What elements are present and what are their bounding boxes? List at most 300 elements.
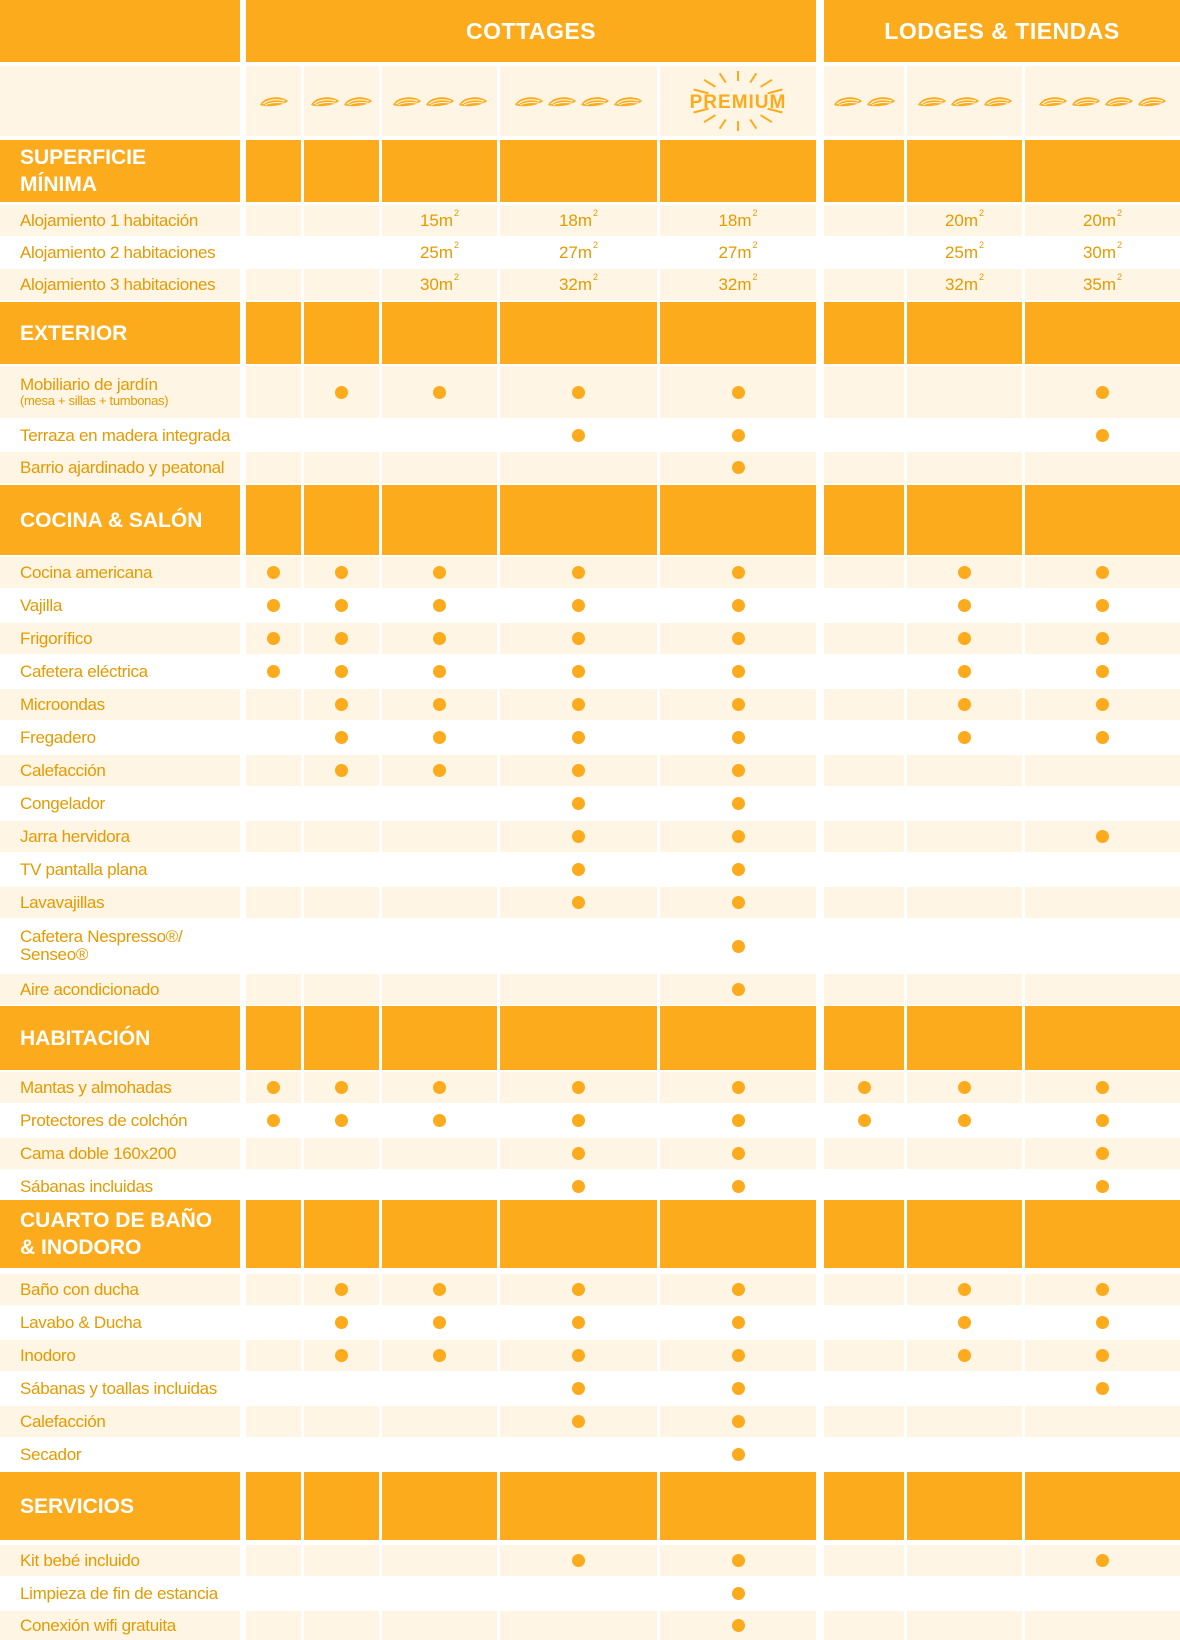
unit-superscript: 2 <box>979 271 985 282</box>
area-value <box>1025 237 1180 268</box>
section-title: SERVICIOS <box>0 1472 240 1540</box>
feature-cell <box>246 420 301 451</box>
included-dot-icon <box>267 599 280 612</box>
feature-cell <box>1025 1578 1180 1609</box>
unit-superscript: 2 <box>752 239 758 250</box>
feature-cell <box>660 1340 816 1371</box>
feature-cell <box>660 887 816 918</box>
feature-cell <box>246 656 301 687</box>
row-label: Barrio ajardinado y peatonal <box>0 452 240 483</box>
included-dot-icon <box>335 1114 348 1127</box>
included-dot-icon <box>732 461 745 474</box>
feature-cell <box>824 1611 904 1640</box>
included-dot-icon <box>1096 1147 1109 1160</box>
section-band-cell <box>907 1006 1022 1070</box>
feature-cell <box>246 1307 301 1338</box>
area-value-text: $27m^2$ <box>558 239 599 262</box>
row-label: Mantas y almohadas <box>0 1072 240 1103</box>
feature-cell <box>246 1578 301 1609</box>
included-dot-icon <box>958 1081 971 1094</box>
area-value <box>246 237 301 268</box>
included-dot-icon <box>958 599 971 612</box>
included-dot-icon <box>572 797 585 810</box>
feature-cell <box>660 1373 816 1404</box>
feature-cell <box>660 1307 816 1338</box>
section-band-cell <box>304 1006 379 1070</box>
section-band-cell <box>382 485 497 555</box>
feature-cell <box>246 1072 301 1103</box>
feature-cell <box>824 689 904 720</box>
feature-cell <box>382 1072 497 1103</box>
feature-cell <box>1025 366 1180 418</box>
row-label: Kit bebé incluido <box>0 1545 240 1576</box>
feature-cell <box>660 1545 816 1576</box>
included-dot-icon <box>572 1415 585 1428</box>
included-dot-icon <box>732 1448 745 1461</box>
section-band-cell <box>1025 485 1180 555</box>
row-label: Sábanas incluidas <box>0 1171 240 1202</box>
feature-cell <box>1025 1373 1180 1404</box>
feature-cell <box>660 821 816 852</box>
feature-cell <box>1025 1105 1180 1136</box>
section-band-cell <box>500 302 657 364</box>
feature-cell <box>382 557 497 588</box>
leaf-rating <box>824 66 904 136</box>
feature-cell <box>824 887 904 918</box>
row-label: TV pantalla plana <box>0 854 240 885</box>
feature-cell <box>304 788 379 819</box>
row-label: Lavavajillas <box>0 887 240 918</box>
feature-cell <box>824 1340 904 1371</box>
feature-cell <box>824 1373 904 1404</box>
feature-cell <box>660 1171 816 1202</box>
section-band-cell <box>907 140 1022 202</box>
leaf-rating <box>382 66 497 136</box>
feature-cell <box>246 1545 301 1576</box>
feature-cell <box>660 788 816 819</box>
feature-cell <box>382 755 497 786</box>
section-band-cell <box>246 485 301 555</box>
feature-cell <box>500 1578 657 1609</box>
feature-cell <box>1025 788 1180 819</box>
area-value <box>500 237 657 268</box>
feature-cell <box>660 974 816 1005</box>
section-band-cell <box>500 1006 657 1070</box>
area-value <box>304 237 379 268</box>
section-band-cell <box>660 1200 816 1268</box>
area-value-text: $30m^2$ <box>419 271 460 294</box>
feature-cell <box>382 788 497 819</box>
feature-cell <box>1025 854 1180 885</box>
included-dot-icon <box>1096 632 1109 645</box>
row-label: Protectores de colchón <box>0 1105 240 1136</box>
included-dot-icon <box>732 797 745 810</box>
included-dot-icon <box>958 632 971 645</box>
feature-cell <box>824 366 904 418</box>
included-dot-icon <box>732 566 745 579</box>
section-band-cell <box>824 140 904 202</box>
feature-cell <box>660 722 816 753</box>
area-value-text: $18m^2$ <box>558 207 599 230</box>
included-dot-icon <box>433 1283 446 1296</box>
row-label: Alojamiento 1 habitación <box>0 205 240 236</box>
unit-superscript: 2 <box>454 271 460 282</box>
feature-cell <box>907 1105 1022 1136</box>
column-header-8 <box>1025 66 1180 136</box>
included-dot-icon <box>1096 386 1109 399</box>
area-value <box>500 269 657 300</box>
leaf-rating-icon <box>613 95 643 107</box>
included-dot-icon <box>732 1349 745 1362</box>
included-dot-icon <box>572 1081 585 1094</box>
unit-superscript: 2 <box>979 239 985 250</box>
included-dot-icon <box>335 1316 348 1329</box>
feature-cell <box>1025 1072 1180 1103</box>
feature-cell <box>304 821 379 852</box>
area-value <box>1025 269 1180 300</box>
feature-cell <box>382 1406 497 1437</box>
included-dot-icon <box>732 830 745 843</box>
column-header-5 <box>660 66 816 136</box>
premium-label: PREMIUM <box>689 92 787 113</box>
feature-cell <box>660 689 816 720</box>
feature-cell <box>1025 452 1180 483</box>
feature-cell <box>907 656 1022 687</box>
row-label: Baño con ducha <box>0 1274 240 1305</box>
feature-cell <box>500 974 657 1005</box>
feature-cell <box>304 623 379 654</box>
feature-cell <box>1025 1138 1180 1169</box>
corner-cell <box>0 0 240 62</box>
leaf-rating-icon <box>833 95 863 107</box>
included-dot-icon <box>732 1081 745 1094</box>
feature-cell <box>824 452 904 483</box>
feature-cell <box>246 366 301 418</box>
feature-cell <box>660 420 816 451</box>
feature-cell <box>500 755 657 786</box>
column-header-4 <box>500 66 657 136</box>
included-dot-icon <box>335 566 348 579</box>
feature-cell <box>907 1072 1022 1103</box>
feature-cell <box>660 755 816 786</box>
feature-cell <box>660 590 816 621</box>
feature-cell <box>824 656 904 687</box>
feature-cell <box>382 1439 497 1470</box>
feature-cell <box>824 1274 904 1305</box>
feature-cell <box>246 755 301 786</box>
feature-cell <box>824 1439 904 1470</box>
feature-cell <box>246 1439 301 1470</box>
section-band-cell <box>246 140 301 202</box>
feature-cell <box>246 1340 301 1371</box>
included-dot-icon <box>732 599 745 612</box>
feature-cell <box>824 920 904 972</box>
area-value <box>500 205 657 236</box>
included-dot-icon <box>572 863 585 876</box>
feature-cell <box>500 1439 657 1470</box>
feature-cell <box>824 821 904 852</box>
included-dot-icon <box>958 1316 971 1329</box>
leaf-rating-icon <box>343 95 373 107</box>
row-label-line: Cafetera Nespresso®/ <box>20 927 183 946</box>
row-label <box>0 366 240 418</box>
included-dot-icon <box>433 764 446 777</box>
area-value <box>660 205 816 236</box>
area-value <box>1025 205 1180 236</box>
row-label: Microondas <box>0 689 240 720</box>
included-dot-icon <box>433 632 446 645</box>
column-header-2 <box>304 66 379 136</box>
area-value <box>660 237 816 268</box>
included-dot-icon <box>267 632 280 645</box>
feature-cell <box>304 1578 379 1609</box>
included-dot-icon <box>732 1180 745 1193</box>
included-dot-icon <box>1096 599 1109 612</box>
section-band-cell <box>1025 1006 1180 1070</box>
leaf-rating <box>1025 66 1180 136</box>
feature-cell <box>660 557 816 588</box>
feature-cell <box>304 755 379 786</box>
feature-cell <box>246 1138 301 1169</box>
feature-cell <box>246 1373 301 1404</box>
feature-cell <box>824 1171 904 1202</box>
feature-cell <box>304 1274 379 1305</box>
feature-cell <box>304 854 379 885</box>
row-label: Cocina americana <box>0 557 240 588</box>
unit-superscript: 2 <box>593 271 599 282</box>
included-dot-icon <box>433 1349 446 1362</box>
section-band-cell <box>660 485 816 555</box>
feature-cell <box>382 854 497 885</box>
feature-cell <box>660 1406 816 1437</box>
feature-cell <box>382 1307 497 1338</box>
feature-cell <box>907 1439 1022 1470</box>
feature-cell <box>907 1545 1022 1576</box>
row-label: Cafetera eléctrica <box>0 656 240 687</box>
feature-cell <box>824 854 904 885</box>
section-band-cell <box>382 1472 497 1540</box>
feature-cell <box>304 1611 379 1640</box>
unit-superscript: 2 <box>979 207 985 218</box>
feature-cell <box>304 590 379 621</box>
included-dot-icon <box>958 665 971 678</box>
feature-cell <box>304 1406 379 1437</box>
area-value <box>382 269 497 300</box>
feature-cell <box>304 366 379 418</box>
section-band-cell <box>824 1006 904 1070</box>
feature-cell <box>660 1611 816 1640</box>
feature-cell <box>500 689 657 720</box>
feature-cell <box>824 974 904 1005</box>
feature-cell <box>1025 1340 1180 1371</box>
included-dot-icon <box>1096 698 1109 711</box>
column-header-3 <box>382 66 497 136</box>
included-dot-icon <box>433 1316 446 1329</box>
row-label: Conexión wifi gratuita <box>0 1611 240 1640</box>
feature-cell <box>660 1274 816 1305</box>
included-dot-icon <box>572 731 585 744</box>
included-dot-icon <box>958 566 971 579</box>
section-band-cell <box>500 140 657 202</box>
feature-cell <box>382 1171 497 1202</box>
feature-cell <box>907 920 1022 972</box>
included-dot-icon <box>572 1147 585 1160</box>
area-value <box>382 205 497 236</box>
feature-cell <box>382 920 497 972</box>
feature-cell <box>660 623 816 654</box>
section-band-cell <box>304 485 379 555</box>
area-value <box>246 205 301 236</box>
unit-superscript: 2 <box>1117 271 1123 282</box>
area-value-text: $32m^2$ <box>558 271 599 294</box>
feature-cell <box>304 722 379 753</box>
included-dot-icon <box>732 1554 745 1567</box>
row-label: Sábanas y toallas incluidas <box>0 1373 240 1404</box>
feature-cell <box>246 887 301 918</box>
included-dot-icon <box>335 698 348 711</box>
section-band-cell <box>246 1472 301 1540</box>
feature-cell <box>907 1274 1022 1305</box>
area-value <box>304 205 379 236</box>
included-dot-icon <box>732 940 745 953</box>
included-dot-icon <box>433 698 446 711</box>
feature-cell <box>382 887 497 918</box>
leaf-rating <box>246 66 301 136</box>
feature-cell <box>246 854 301 885</box>
included-dot-icon <box>732 698 745 711</box>
included-dot-icon <box>335 665 348 678</box>
feature-cell <box>1025 1611 1180 1640</box>
feature-cell <box>304 1138 379 1169</box>
section-band-cell <box>500 1200 657 1268</box>
included-dot-icon <box>732 983 745 996</box>
unit-superscript: 2 <box>1117 207 1123 218</box>
feature-cell <box>1025 1307 1180 1338</box>
unit-superscript: 2 <box>752 271 758 282</box>
included-dot-icon <box>572 764 585 777</box>
feature-cell <box>660 1439 816 1470</box>
feature-cell <box>907 1171 1022 1202</box>
section-band-cell <box>907 485 1022 555</box>
included-dot-icon <box>958 1114 971 1127</box>
included-dot-icon <box>732 386 745 399</box>
feature-cell <box>500 722 657 753</box>
included-dot-icon <box>732 1619 745 1632</box>
feature-cell <box>660 920 816 972</box>
included-dot-icon <box>335 599 348 612</box>
feature-cell <box>304 452 379 483</box>
area-value-text: $20m^2$ <box>1082 207 1123 230</box>
included-dot-icon <box>572 698 585 711</box>
feature-cell <box>500 887 657 918</box>
included-dot-icon <box>732 896 745 909</box>
feature-cell <box>500 920 657 972</box>
included-dot-icon <box>958 731 971 744</box>
feature-cell <box>382 689 497 720</box>
feature-cell <box>1025 1545 1180 1576</box>
row-label: Terraza en madera integrada <box>0 420 240 451</box>
included-dot-icon <box>335 764 348 777</box>
leaf-rating-icon <box>580 95 610 107</box>
feature-cell <box>824 590 904 621</box>
feature-cell <box>500 366 657 418</box>
included-dot-icon <box>1096 1349 1109 1362</box>
area-value-text: $15m^2$ <box>419 207 460 230</box>
row-label: Aire acondicionado <box>0 974 240 1005</box>
feature-cell <box>907 1138 1022 1169</box>
feature-cell <box>382 1545 497 1576</box>
feature-cell <box>907 689 1022 720</box>
feature-cell <box>824 1072 904 1103</box>
area-value-text: $18m^2$ <box>718 207 758 230</box>
feature-cell <box>660 1138 816 1169</box>
leaf-rating-icon <box>514 95 544 107</box>
feature-cell <box>500 656 657 687</box>
feature-cell <box>304 557 379 588</box>
feature-cell <box>382 1611 497 1640</box>
area-value <box>824 269 904 300</box>
feature-cell <box>907 557 1022 588</box>
feature-cell <box>382 420 497 451</box>
area-value <box>907 269 1022 300</box>
included-dot-icon <box>732 863 745 876</box>
feature-cell <box>824 722 904 753</box>
leaf-rating-icon <box>547 95 577 107</box>
included-dot-icon <box>267 665 280 678</box>
feature-cell <box>824 1307 904 1338</box>
feature-cell <box>246 1171 301 1202</box>
included-dot-icon <box>1096 665 1109 678</box>
included-dot-icon <box>572 1180 585 1193</box>
feature-cell <box>907 974 1022 1005</box>
feature-cell <box>1025 1439 1180 1470</box>
feature-cell <box>382 1373 497 1404</box>
feature-cell <box>304 656 379 687</box>
row-label: Cama doble 160x200 <box>0 1138 240 1169</box>
section-title: EXTERIOR <box>0 302 240 364</box>
leaf-rating-icon <box>310 95 340 107</box>
feature-cell <box>1025 887 1180 918</box>
area-value <box>824 205 904 236</box>
feature-cell <box>500 821 657 852</box>
included-dot-icon <box>1096 1316 1109 1329</box>
section-band-cell <box>907 302 1022 364</box>
row-label-main: Mobiliario de jardín <box>20 375 158 394</box>
leaf-rating-icon <box>917 95 947 107</box>
section-band-cell <box>660 140 816 202</box>
feature-cell <box>500 1611 657 1640</box>
feature-cell <box>304 1373 379 1404</box>
feature-cell <box>824 623 904 654</box>
feature-cell <box>500 557 657 588</box>
included-dot-icon <box>433 386 446 399</box>
feature-cell <box>660 1105 816 1136</box>
feature-cell <box>500 1072 657 1103</box>
included-dot-icon <box>433 566 446 579</box>
row-label: Frigorífico <box>0 623 240 654</box>
included-dot-icon <box>1096 731 1109 744</box>
feature-cell <box>907 755 1022 786</box>
feature-cell <box>907 1373 1022 1404</box>
row-label-line: Senseo® <box>20 945 89 964</box>
feature-cell <box>304 1171 379 1202</box>
row-label: Secador <box>0 1439 240 1470</box>
feature-cell <box>500 1406 657 1437</box>
feature-cell <box>1025 755 1180 786</box>
row-label: Calefacción <box>0 755 240 786</box>
included-dot-icon <box>732 1147 745 1160</box>
row-label: Inodoro <box>0 1340 240 1371</box>
